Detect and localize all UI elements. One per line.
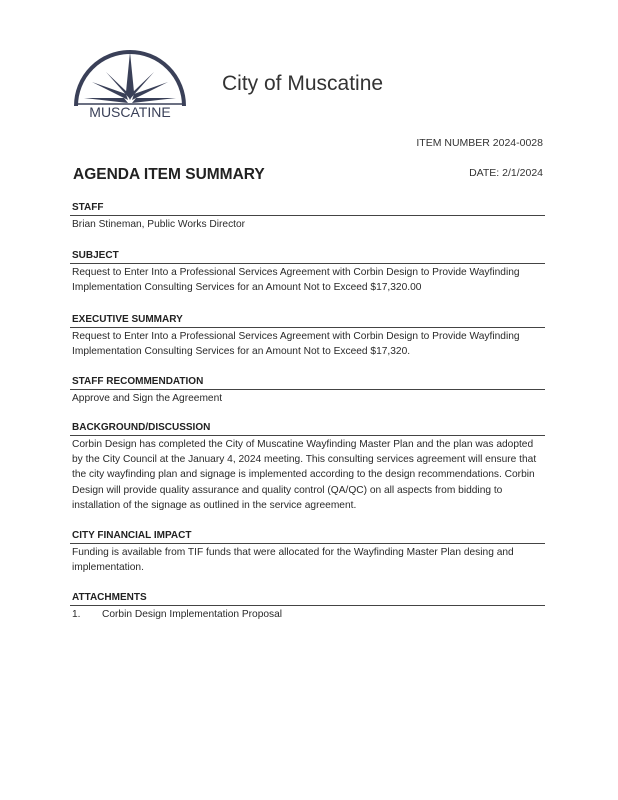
city-name: City of Muscatine — [222, 72, 384, 95]
section-heading: ATTACHMENTS — [70, 591, 545, 606]
city-logo — [72, 48, 188, 120]
section-heading: EXECUTIVE SUMMARY — [70, 313, 545, 328]
section-heading: STAFF — [70, 201, 545, 216]
attachment-number: 1. — [72, 609, 81, 620]
attachment-item — [70, 606, 545, 622]
section-heading: BACKGROUND/DISCUSSION — [70, 421, 545, 436]
section-staff — [70, 201, 545, 232]
section-heading: SUBJECT — [70, 249, 545, 264]
section-background — [70, 421, 545, 513]
attachment-label: Corbin Design Implementation Proposal — [102, 609, 283, 620]
section-text: Funding is available from TIF funds that were allocated for the Wayfinding Master Plan desing and implementation. — [72, 547, 514, 574]
section-text: Corbin Design has completed the City of Muscatine Wayfinding Master Plan and the plan was adopted by the City Council at the January 4, 2024 meeting. This consulting services agreement will ensure that the city wayfinding plan and signage is implemented according to the design recommendations. Corbin Design will provide quality assurance and quality control (QA/QC) on all aspects from bidding to installation of the signage as outlined in the service agreement. — [72, 439, 537, 511]
section-attachments — [70, 591, 545, 622]
section-recommendation — [70, 375, 545, 406]
item-number: ITEM NUMBER 2024-0028 — [416, 137, 543, 149]
section-heading: STAFF RECOMMENDATION — [70, 375, 545, 390]
svg-text:MUSCATINE: MUSCATINE — [89, 104, 171, 120]
section-executive-summary — [70, 313, 545, 359]
section-heading: CITY FINANCIAL IMPACT — [70, 529, 545, 544]
section-text: Request to Enter Into a Professional Services Agreement with Corbin Design to Provide Wayfinding Implementation Consulting Services for an Amount Not to Exceed $17,320. — [72, 331, 520, 358]
date: DATE: 2/1/2024 — [469, 167, 543, 179]
section-text: Approve and Sign the Agreement — [72, 393, 223, 404]
section-financial-impact — [70, 529, 545, 575]
section-text: Brian Stineman, Public Works Director — [72, 219, 246, 230]
section-text: Request to Enter Into a Professional Services Agreement with Corbin Design to Provide Wayfinding Implementation Consulting Services for an Amount Not to Exceed $17,320.00 — [72, 267, 520, 294]
page-title: AGENDA ITEM SUMMARY — [73, 166, 265, 183]
section-subject — [70, 249, 545, 295]
